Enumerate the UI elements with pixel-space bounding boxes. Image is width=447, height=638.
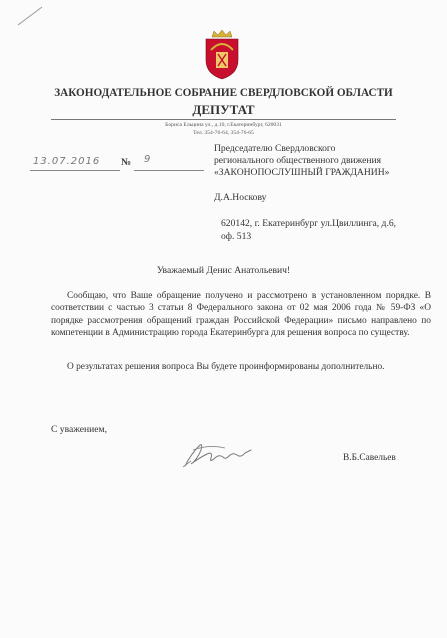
addressee-line-3: «ЗАКОНОПОСЛУШНЫЙ ГРАЖДАНИН» xyxy=(214,167,390,178)
number-sign: № xyxy=(121,157,132,168)
organization-title: ЗАКОНОДАТЕЛЬНОЕ СОБРАНИЕ СВЕРДЛОВСКОЙ ОБЛАСТИ xyxy=(54,87,393,99)
addressee-address-2: оф. 513 xyxy=(221,231,252,242)
sverdlovsk-coat-of-arms-icon xyxy=(202,30,242,80)
addressee-line-1: Председателю Свердловского xyxy=(214,143,336,154)
addressee-line-2: регионального общественного движения xyxy=(214,155,382,166)
body-paragraph-1: Сообщаю, что Ваше обращение получено и рассмотрено в установленном порядке. В соответствии с частью 3 статьи 8 Федерального закона от 02 мая 2006 года № 59-ФЗ «О порядке рассмотрения обращений граждан Российской Федерации» письмо направлено по компетенции в Администрацию города Екатеринбурга для решения вопроса по существу. xyxy=(51,291,431,338)
handwritten-signature xyxy=(179,436,269,470)
signer-name: В.Б.Савельев xyxy=(343,453,396,463)
date-underline xyxy=(30,170,120,171)
closing-phrase: С уважением, xyxy=(51,424,108,435)
addressee-address-1: 620142, г. Екатеринбург ул.Цвиллинга, д.6, xyxy=(221,218,397,229)
salutation: Уважаемый Денис Анатольевич! xyxy=(156,265,291,276)
number-underline xyxy=(134,170,204,171)
role-title: ДЕПУТАТ xyxy=(192,102,255,117)
header-divider xyxy=(51,119,396,120)
document-number: 9 xyxy=(144,154,151,165)
corner-pen-mark-icon xyxy=(16,5,46,27)
contact-address: Бориса Ельцина ул., д.10, г.Екатеринбург, 620031 xyxy=(165,122,282,128)
contact-phone: Тел. 354-76-64, 354-76-65 xyxy=(193,130,254,136)
addressee-name: Д.А.Носкову xyxy=(214,192,267,203)
document-date: 13.07.2016 xyxy=(33,156,101,167)
body-paragraph-2: О результатах решения вопроса Вы будете проинформированы дополнительно. xyxy=(67,362,385,372)
